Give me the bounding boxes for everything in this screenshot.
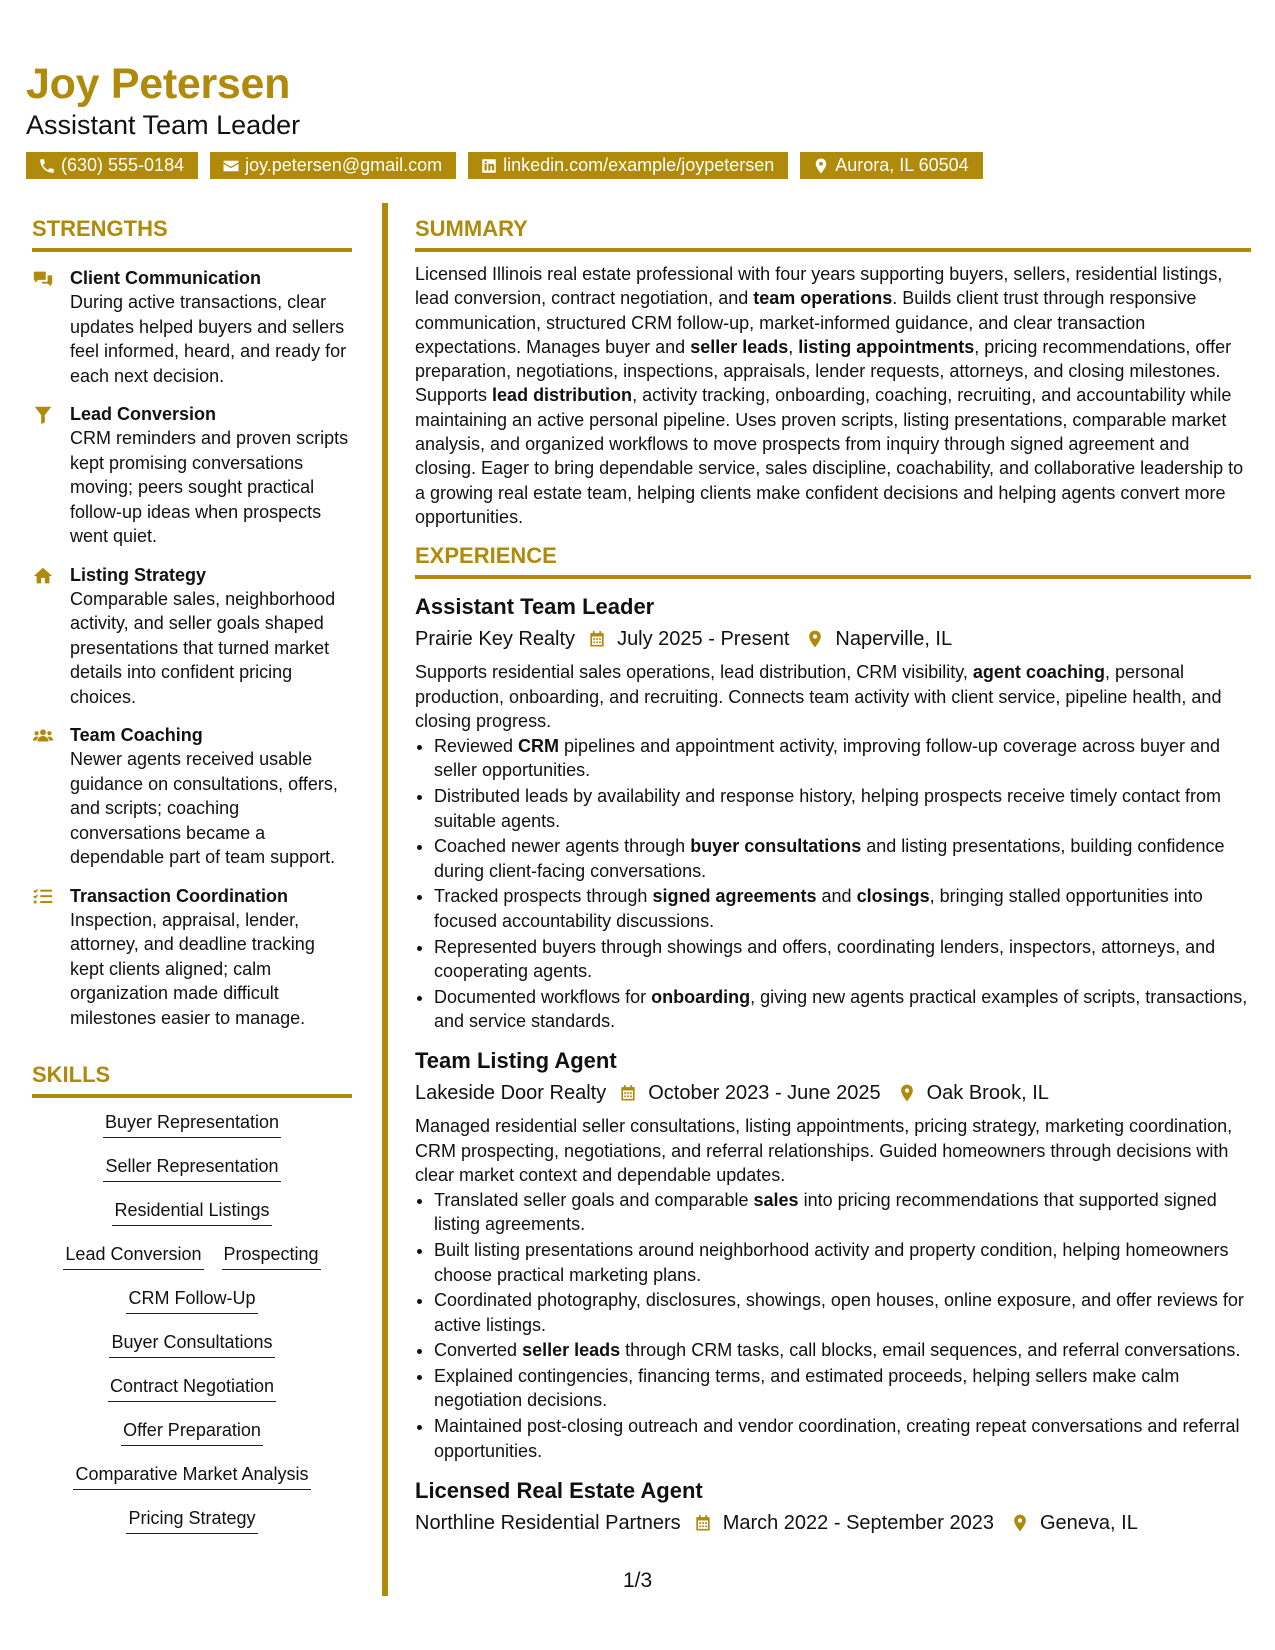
text-run: Coached newer agents through — [434, 836, 691, 857]
contact-bar — [26, 152, 983, 179]
skill-tag: Seller Representation — [103, 1154, 280, 1182]
skill-tag: Pricing Strategy — [126, 1506, 257, 1534]
job-title: Licensed Real Estate Agent — [415, 1477, 703, 1503]
strength-item — [32, 723, 352, 870]
contact-location — [800, 152, 982, 179]
text-run: Supports residential sales operations, lead distribution, CRM visibility, — [415, 662, 973, 683]
job-meta — [415, 1509, 1251, 1537]
job-description — [415, 660, 1251, 733]
contact-linkedin-text: linkedin.com/example/joypetersen — [503, 155, 775, 175]
text-run: , personal production, onboarding, and recruiting. Connects team activity with client service, pipeline health, and closing progress. — [415, 662, 1222, 731]
calendar-icon — [693, 1513, 713, 1533]
text-run: into pricing recommendations that supported signed listing agreements. — [434, 1190, 1217, 1235]
page-number: 1/3 — [623, 1569, 653, 1592]
bold-text: lead distribution — [492, 385, 633, 406]
experience-heading: EXPERIENCE — [415, 543, 1251, 579]
funnel-icon — [32, 404, 54, 426]
bold-text: onboarding — [651, 986, 751, 1007]
text-run: , — [788, 336, 799, 357]
calendar-icon — [587, 629, 607, 649]
skill-tag: Offer Preparation — [121, 1418, 263, 1446]
skills-list — [32, 1110, 352, 1534]
text-run: Licensed Illinois real estate professional with four years supporting buyers, sellers, residential listings, lead conversion, contract negotiation, and — [415, 264, 1223, 309]
bold-text: listing appointments — [798, 336, 975, 357]
skill-tag: Prospecting — [222, 1242, 321, 1270]
strength-title: Lead Conversion — [70, 404, 217, 424]
bullet-item — [434, 935, 1251, 984]
text-run: and listing presentations, building confidence during client-facing conversations. — [434, 836, 1225, 881]
strength-desc: Comparable sales, neighborhood activity, and seller goals shaped presentations that turned market details into confident pricing choices. — [70, 588, 336, 707]
text-run: Represented buyers through showings and offers, coordinating lenders, inspectors, attorneys, and cooperating agents. — [434, 936, 1216, 981]
bold-text: CRM — [518, 736, 560, 757]
text-run: pipelines and appointment activity, improving follow-up coverage across buyer and seller opportunities. — [434, 736, 1221, 781]
map-pin-icon — [897, 1083, 917, 1103]
bold-text: agent coaching — [972, 662, 1105, 683]
text-run: , bringing stalled opportunities into focused accountability discussions. — [434, 886, 1203, 931]
contact-linkedin[interactable] — [468, 152, 788, 179]
column-divider — [382, 203, 388, 1596]
bullet-item — [434, 1338, 1251, 1362]
calendar-icon — [618, 1083, 638, 1103]
strength-item — [32, 884, 352, 1031]
job-entry — [415, 1047, 1251, 1463]
skill-tag: Comparative Market Analysis — [73, 1462, 310, 1490]
text-run: Documented workflows for — [434, 986, 652, 1007]
job-company: Prairie Key Realty — [415, 628, 576, 651]
job-entry — [415, 1477, 1251, 1537]
bold-text: buyer consultations — [690, 836, 862, 857]
job-meta — [415, 625, 1251, 653]
text-run: Managed residential seller consultations, listing appointments, pricing strategy, marketing coordination, CRM prospecting, negotiations, and referral relationships. Guided homeowners through decisions with clear market context and dependable updates. — [415, 1116, 1233, 1185]
text-run: through CRM tasks, call blocks, email sequences, and referral conversations. — [620, 1340, 1241, 1361]
job-location: Oak Brook, IL — [926, 1082, 1049, 1105]
contact-phone-text: (630) 555-0184 — [61, 155, 185, 175]
text-run: Tracked prospects through — [434, 886, 653, 907]
text-run: Built listing presentations around neighborhood activity and property condition, helping homeowners choose practical marketing plans. — [434, 1240, 1229, 1285]
strength-desc: CRM reminders and proven scripts kept promising conversations moving; peers sought practical follow-up ideas when prospects went quiet. — [70, 428, 349, 546]
strength-title: Listing Strategy — [70, 564, 207, 585]
strength-desc: Newer agents received usable guidance on consultations, offers, and scripts; coaching conversations became a dependable part of team support. — [70, 749, 338, 867]
skill-tag: CRM Follow-Up — [126, 1286, 257, 1314]
strength-item — [32, 266, 352, 388]
bullet-item — [434, 1188, 1251, 1237]
summary-text — [415, 262, 1251, 529]
map-pin-icon — [1010, 1513, 1030, 1533]
text-run: Converted — [434, 1340, 523, 1361]
experience-list — [415, 593, 1251, 1537]
text-run: Distributed leads by availability and response history, helping prospects receive timely contact from suitable agents. — [434, 786, 1222, 831]
job-location: Naperville, IL — [835, 628, 953, 651]
bold-text: seller leads — [522, 1340, 621, 1361]
linkedin-icon — [480, 157, 498, 175]
strengths-heading: STRENGTHS — [32, 216, 352, 252]
job-meta — [415, 1079, 1251, 1107]
bullet-item — [434, 734, 1251, 783]
bold-text: sales — [753, 1190, 799, 1211]
bold-text: team operations — [753, 288, 893, 309]
bullet-item — [434, 834, 1251, 883]
text-run: and — [816, 886, 857, 907]
job-dates: March 2022 - September 2023 — [722, 1511, 994, 1534]
map-pin-icon — [805, 629, 825, 649]
bullet-item — [434, 884, 1251, 933]
text-run: Maintained post-closing outreach and vendor coordination, creating repeat conversations and referral opportunities. — [434, 1416, 1240, 1461]
contact-phone[interactable] — [26, 152, 198, 179]
bold-text: seller leads — [690, 336, 789, 357]
strength-desc: During active transactions, clear updates helped buyers and sellers feel informed, heard, and ready for each next decision. — [70, 292, 347, 386]
bold-text: signed agreements — [652, 886, 817, 907]
left-column — [32, 216, 352, 1550]
skill-tag: Buyer Representation — [103, 1110, 281, 1138]
text-run: Reviewed — [434, 736, 519, 757]
skill-tag: Lead Conversion — [63, 1242, 203, 1270]
contact-location-text: Aurora, IL 60504 — [835, 155, 969, 175]
bullet-item — [434, 985, 1251, 1034]
contact-email-text: joy.petersen@gmail.com — [245, 155, 443, 175]
job-dates: October 2023 - June 2025 — [648, 1082, 881, 1105]
bullet-item — [434, 1364, 1251, 1413]
skills-heading: SKILLS — [32, 1062, 352, 1098]
skill-tag: Buyer Consultations — [109, 1330, 274, 1358]
bold-text: closings — [856, 886, 930, 907]
phone-icon — [38, 157, 56, 175]
job-entry — [415, 593, 1251, 1033]
summary-heading: SUMMARY — [415, 216, 1251, 252]
strength-title: Team Coaching — [70, 725, 203, 745]
text-run: , giving new agents practical examples of scripts, transactions, and service standards. — [434, 986, 1248, 1031]
strength-title: Client Communication — [70, 268, 262, 288]
job-dates: July 2025 - Present — [617, 628, 790, 651]
contact-email[interactable] — [210, 152, 456, 179]
bullet-item — [434, 1414, 1251, 1463]
job-bullets — [415, 1188, 1251, 1463]
job-bullets — [415, 734, 1251, 1033]
text-run: , pricing recommendations, offer preparation, negotiations, inspections, appraisals, lender requests, attorneys, and closing milestones. Supports — [415, 336, 1232, 406]
job-company: Northline Residential Partners — [415, 1511, 681, 1534]
map-pin-icon — [812, 157, 830, 175]
candidate-role: Assistant Team Leader — [26, 110, 301, 140]
bullet-item — [434, 784, 1251, 833]
bullet-item — [434, 1288, 1251, 1337]
strength-item — [32, 563, 352, 710]
comments-icon — [32, 268, 54, 290]
envelope-icon — [222, 157, 240, 175]
job-title: Assistant Team Leader — [415, 594, 655, 620]
skill-tag: Contract Negotiation — [108, 1374, 276, 1402]
candidate-name: Joy Petersen — [26, 60, 291, 108]
checklist-icon — [32, 886, 54, 908]
text-run: Translated seller goals and comparable — [434, 1190, 754, 1211]
text-run: . Builds client trust through responsive communication, structured CRM follow-up, market-informed guidance, and clear transaction expectations. Manages buyer and — [415, 288, 1197, 357]
strength-title: Transaction Coordination — [70, 885, 289, 906]
job-description — [415, 1114, 1251, 1187]
strength-item — [32, 402, 352, 549]
home-icon — [32, 565, 54, 587]
text-run: Explained contingencies, financing terms, and estimated proceeds, helping sellers make calm negotiation decisions. — [434, 1366, 1180, 1411]
job-company: Lakeside Door Realty — [415, 1082, 607, 1105]
text-run: Coordinated photography, disclosures, showings, open houses, online exposure, and offer reviews for active listings. — [434, 1290, 1244, 1335]
bullet-item — [434, 1238, 1251, 1287]
text-run: , activity tracking, onboarding, coaching, recruiting, and accountability while maintaining an active personal pipeline. Uses proven scripts, listing presentations, comparable market analysis, and organized workflows to move prospects from inquiry through signed agreement and closing. Eager to bring dependable service, sales discipline, coachability, and collaborative leadership to a growing real estate team, helping clients make confident decisions and helping agents convert more opportunities. — [415, 385, 1244, 527]
job-location: Geneva, IL — [1039, 1511, 1138, 1534]
job-title: Team Listing Agent — [415, 1048, 617, 1074]
users-icon — [32, 725, 54, 747]
right-column — [415, 216, 1251, 1537]
skill-tag: Residential Listings — [112, 1198, 271, 1226]
strength-desc: Inspection, appraisal, lender, attorney, and deadline tracking kept clients aligned; calm organization made difficult milestones easier to manage. — [70, 909, 315, 1028]
